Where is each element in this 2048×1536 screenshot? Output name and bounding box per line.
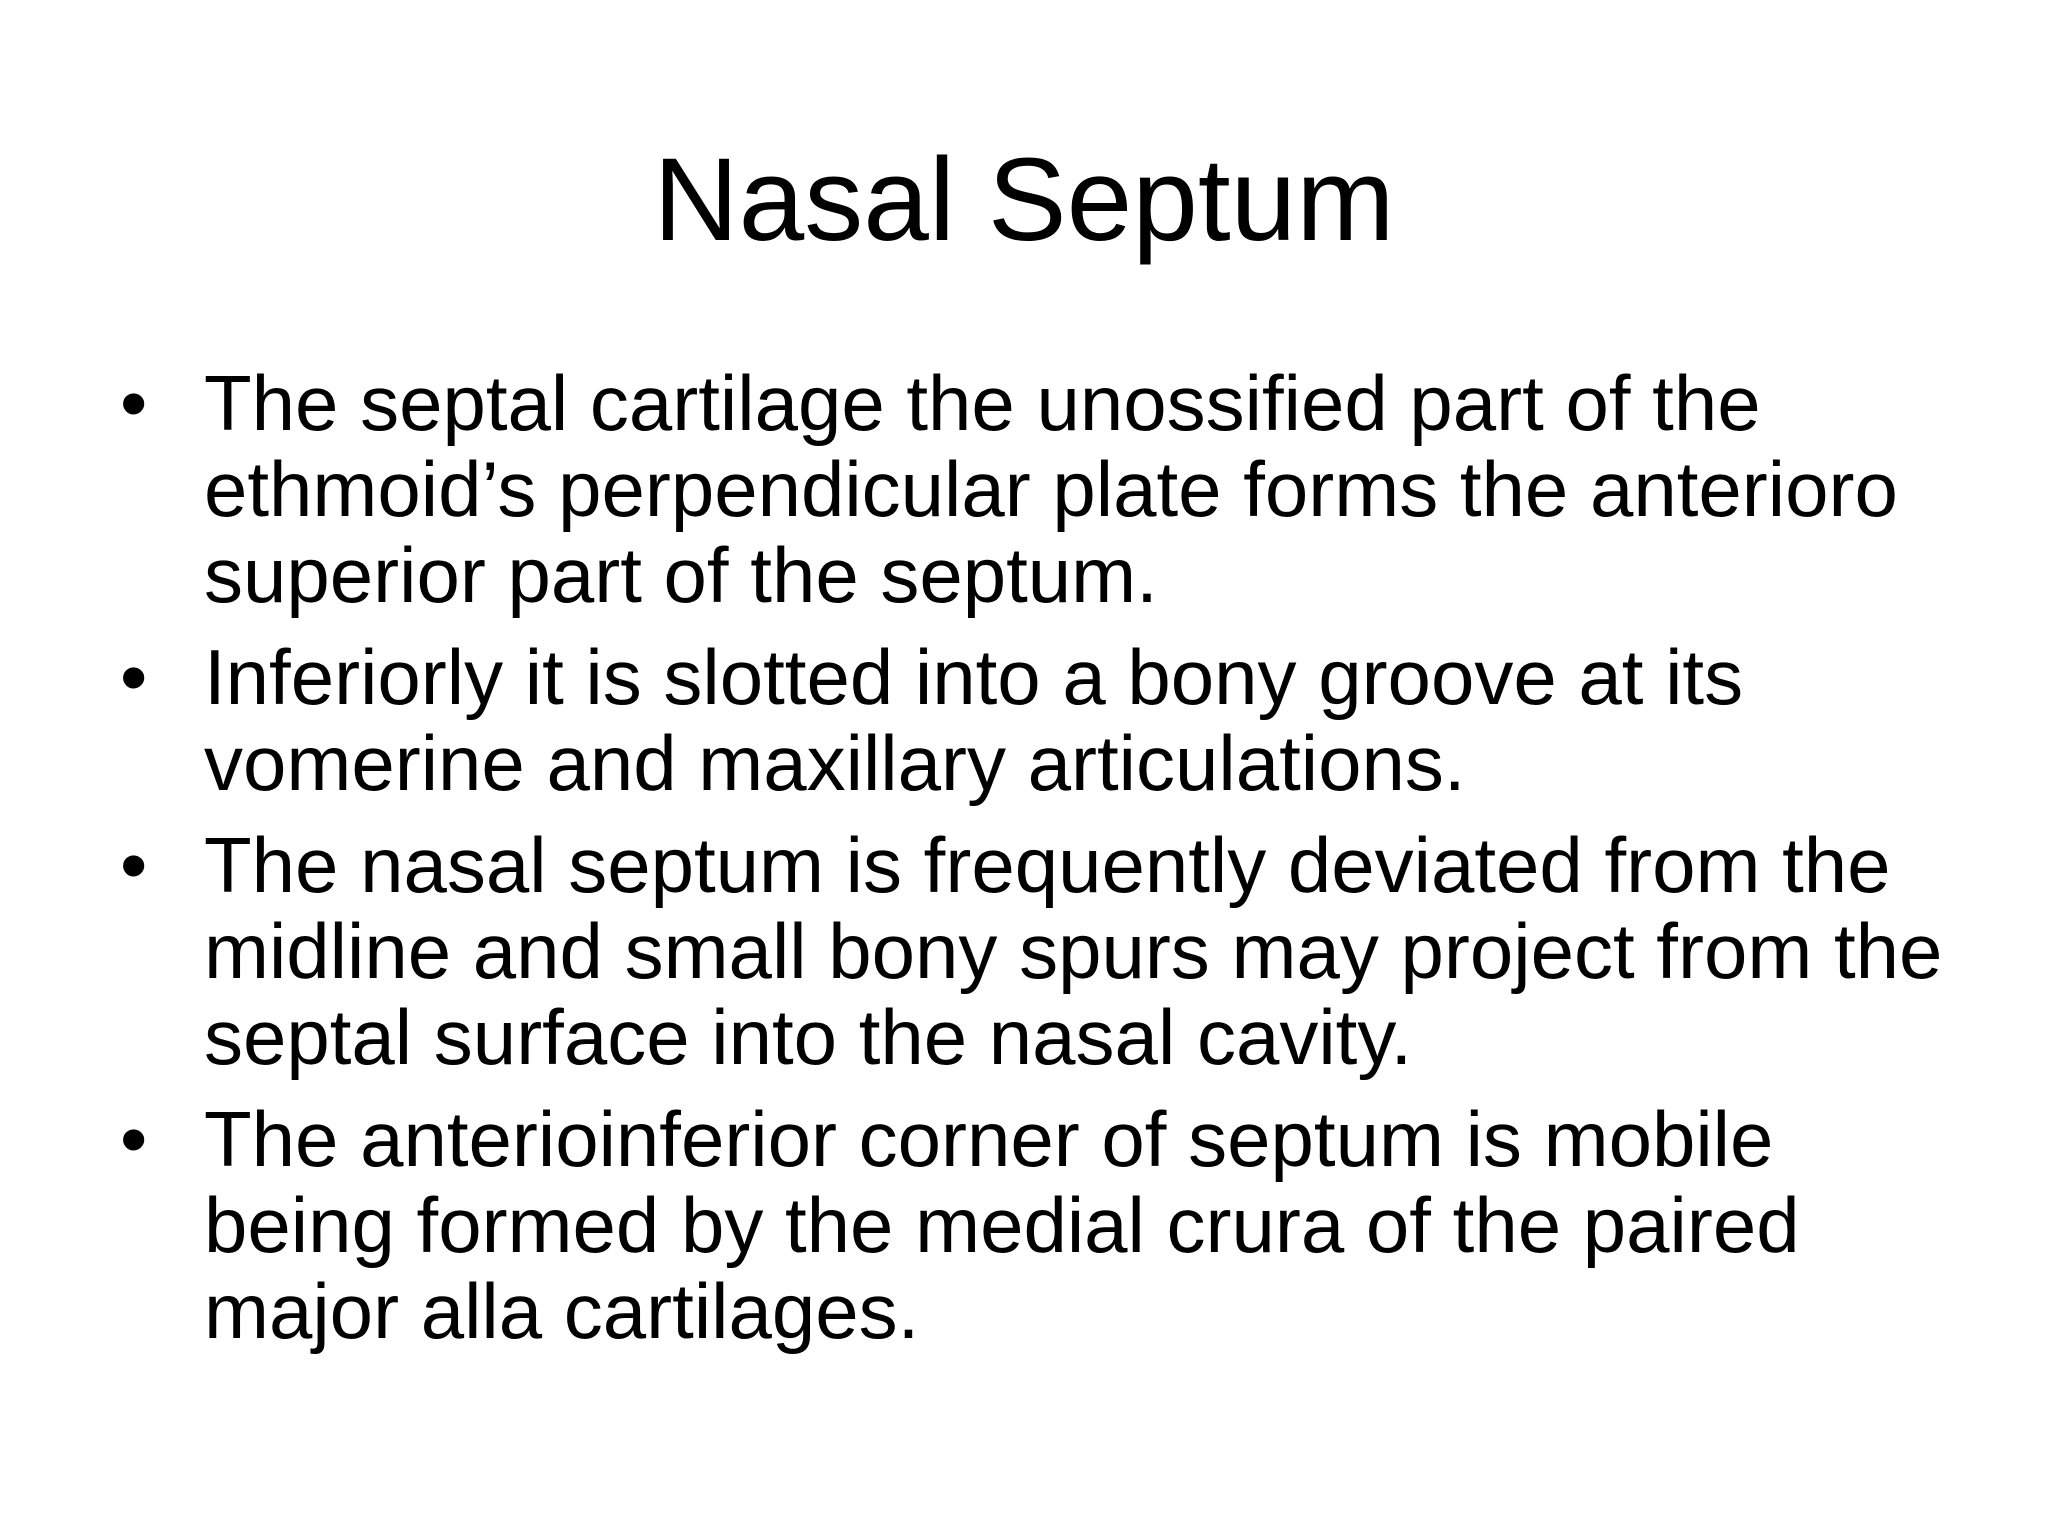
bullet-icon: •	[120, 821, 148, 909]
bullet-text-4: The anterioinferior corner of septum is mobile being formed by the medial crura of the paired major alla cartilages.	[204, 1095, 1800, 1355]
bullet-text-3: The nasal septum is frequently deviated from the midline and small bony spurs may project from the septal surface into the nasal cavity.	[204, 821, 1943, 1081]
bullet-icon: •	[120, 1095, 148, 1183]
bullet-item-4	[120, 1096, 1960, 1354]
bullet-item-2	[120, 634, 1960, 806]
bullet-item-3	[120, 822, 1960, 1080]
bullet-text-1: The septal cartilage the unossified part of the ethmoid’s perpendicular plate forms the anterioro superior part of the septum.	[204, 359, 1898, 619]
bullet-item-1	[120, 360, 1960, 618]
slide-title: Nasal Septum	[653, 134, 1395, 266]
bullet-icon: •	[120, 633, 148, 721]
bullet-icon: •	[120, 359, 148, 447]
bullet-list	[120, 360, 1960, 1370]
bullet-text-2: Inferiorly it is slotted into a bony groove at its vomerine and maxillary articulations.	[204, 633, 1744, 807]
